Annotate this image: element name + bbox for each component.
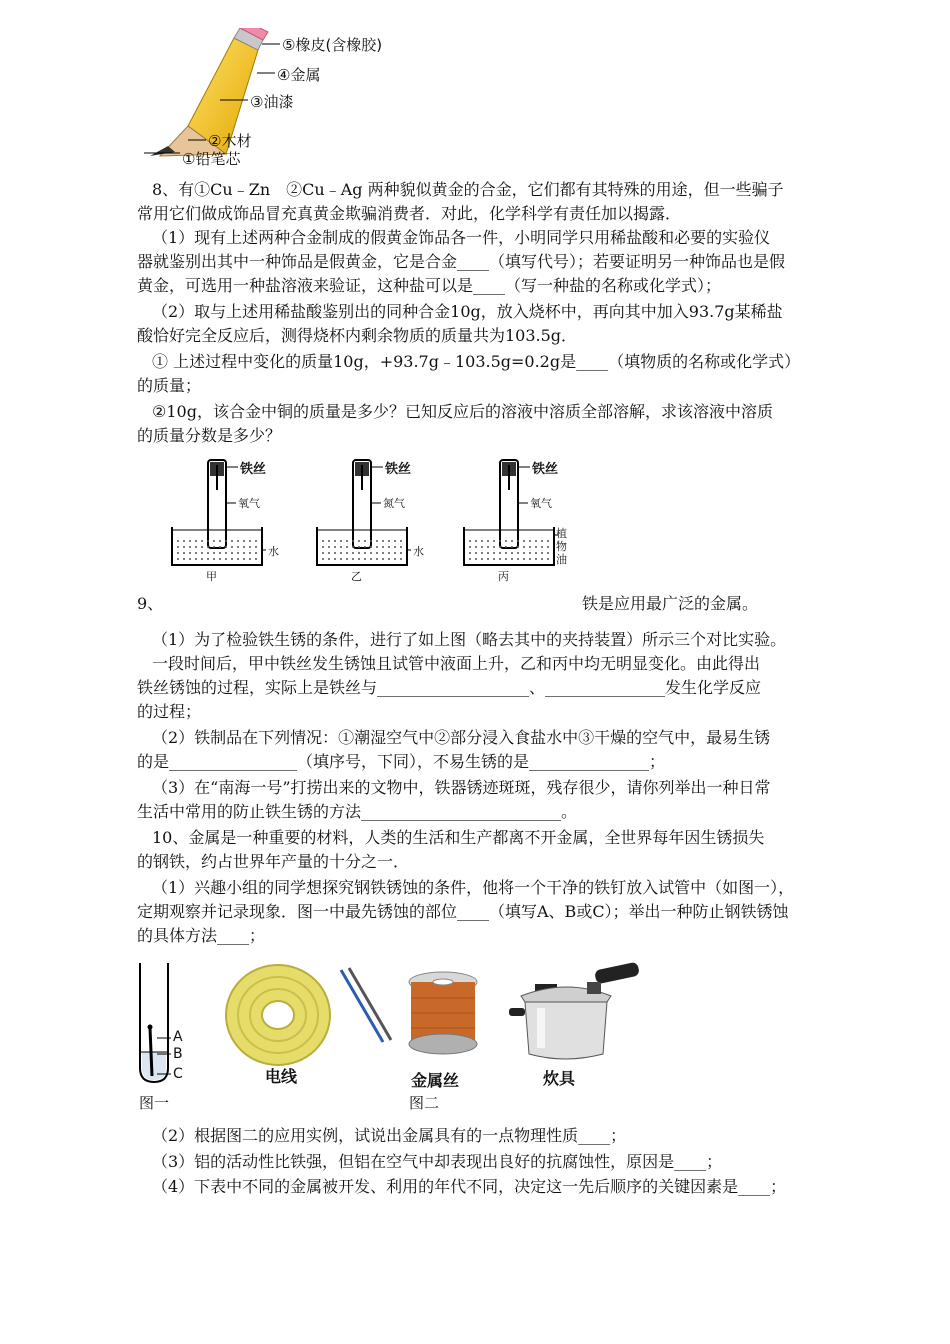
q9-line-2: 一段时间后，甲中铁丝发生锈蚀且试管中液面上升，乙和丙中均无明显变化。由此得出 — [152, 654, 761, 673]
cookware-image — [507, 958, 643, 1068]
metal-wire-spool-image — [405, 968, 485, 1068]
q9-intro-tail: 铁是应用最广泛的金属。 — [582, 594, 759, 613]
pencil-label-lead: ①铅笔芯 — [182, 150, 241, 168]
q9-line-4: 的过程； — [137, 702, 202, 721]
setup-bing-gas-label: 氧气 — [530, 497, 552, 510]
q8-line-9: 的质量； — [137, 376, 202, 395]
q9-line-6: 的是________________（填序号，下同），不易生锈的是_______________； — [137, 752, 666, 771]
q10-part-2: （2）根据图二的应用实例，试说出金属具有的一点物理性质____； — [152, 1126, 627, 1145]
rust-experiment-figure — [170, 455, 590, 585]
setup-bing-liquid-label: 植物油 — [556, 527, 567, 566]
q9-line-3: 铁丝锈蚀的过程，实际上是铁丝与___________________、_______________发生化学反应 — [137, 678, 762, 697]
q10-line-4: 定期观察并记录现象．图一中最先锈蚀的部位____（填写A、B或C）；举出一种防止钢铁锈蚀 — [137, 902, 789, 921]
setup-yi-gas-label: 氮气 — [383, 497, 405, 510]
q9-number: 9、 — [137, 594, 164, 613]
q10-part-3: （3）铝的活动性比铁强，但铝在空气中却表现出良好的抗腐蚀性，原因是____； — [152, 1152, 723, 1171]
metal-wire-label: 金属丝 — [411, 1071, 460, 1090]
q10-line-1: 10、金属是一种重要的材料，人类的生活和生产都离不开金属，全世界每年因生锈损失 — [152, 828, 765, 847]
electric-wire-image — [223, 960, 413, 1070]
setup-yi-wire-label: 铁丝 — [385, 462, 412, 477]
pencil-label-paint: ③油漆 — [250, 93, 294, 111]
tube-mark-a: A — [173, 1029, 183, 1045]
setup-jia-gas-label: 氧气 — [238, 497, 260, 510]
pencil-label-wood: ②木材 — [208, 132, 252, 150]
q8-line-10: ②10g，该合金中铜的质量是多少？已知反应后的溶液中溶质全部溶解，求该溶液中溶质 — [152, 402, 773, 421]
electric-wire-label: 电线 — [265, 1067, 298, 1086]
q10-line-3: （1）兴趣小组的同学想探究钢铁锈蚀的条件，他将一个干净的铁钉放入试管中（如图一）， — [152, 878, 795, 897]
setup-bing-wire-label: 铁丝 — [532, 462, 559, 477]
setup-jia-name: 甲 — [206, 570, 217, 583]
figure-2-caption: 图二 — [409, 1094, 440, 1112]
pencil-label-metal: ④金属 — [277, 66, 321, 84]
q8-line-6: （2）取与上述用稀盐酸鉴别出的同种合金10g，放入烧杯中，再向其中加入93.7g某稀盐 — [152, 302, 783, 321]
q9-line-8: 生活中常用的防止铁生锈的方法_________________________。 — [137, 802, 578, 821]
tube-mark-c: C — [173, 1066, 183, 1082]
tube-mark-b: B — [173, 1046, 183, 1062]
q10-part-4: （4）下表中不同的金属被开发、利用的年代不同，决定这一先后顺序的关键因素是____； — [152, 1177, 787, 1196]
q8-line-7: 酸恰好完全反应后，测得烧杯内剩余物质的质量共为103.5g． — [137, 326, 578, 345]
q8-line-11: 的质量分数是多少？ — [137, 426, 282, 445]
q10-line-2: 的钢铁，约占世界年产量的十分之一． — [137, 852, 410, 871]
nail-test-tube-diagram — [135, 958, 195, 1088]
setup-jia-liquid-label: 水 — [268, 545, 279, 558]
setup-bing-name: 丙 — [498, 570, 509, 583]
cookware-label: 炊具 — [543, 1069, 576, 1088]
q8-line-3: （1）现有上述两种合金制成的假黄金饰品各一件，小明同学只用稀盐酸和必要的实验仪 — [152, 228, 771, 247]
figure-1-caption: 图一 — [139, 1094, 170, 1112]
q8-line-1: 8、有①Cu﹣Zn ②Cu﹣Ag 两种貌似黄金的合金，它们都有其特殊的用途，但一些骗子 — [152, 180, 784, 199]
q9-line-7: （3）在“南海一号”打捞出来的文物中，铁器锈迹斑斑，残存很少，请你列举出一种日常 — [152, 778, 771, 797]
pencil-label-eraser: ⑤橡皮(含橡胶) — [282, 36, 383, 54]
q8-line-5: 黄金，可选用一种盐溶液来验证，这种盐可以是____（写一种盐的名称或化学式）； — [137, 276, 722, 295]
pencil-figure — [130, 28, 430, 170]
q9-line-1: （1）为了检验铁生锈的条件，进行了如上图（略去其中的夹持装置）所示三个对比实验。 — [152, 630, 787, 649]
q10-line-5: 的具体方法____； — [137, 926, 266, 945]
metal-applications-figure — [135, 958, 645, 1116]
q8-line-2: 常用它们做成饰品冒充真黄金欺骗消费者．对此，化学科学有责任加以揭露． — [137, 204, 682, 223]
setup-yi-liquid-label: 水 — [413, 545, 424, 558]
q9-line-5: （2）铁制品在下列情况：①潮湿空气中②部分浸入食盐水中③干燥的空气中，最易生锈 — [152, 728, 771, 747]
setup-jia-wire-label: 铁丝 — [240, 462, 267, 477]
setup-yi-name: 乙 — [351, 570, 362, 583]
q8-line-4: 器就鉴别出其中一种饰品是假黄金，它是合金____（填写代号）；若要证明另一种饰品也是假 — [137, 252, 786, 271]
q8-line-8: ① 上述过程中变化的质量10g，+93.7g﹣103.5g=0.2g是____（填物质的名称或化学式） — [152, 352, 801, 371]
